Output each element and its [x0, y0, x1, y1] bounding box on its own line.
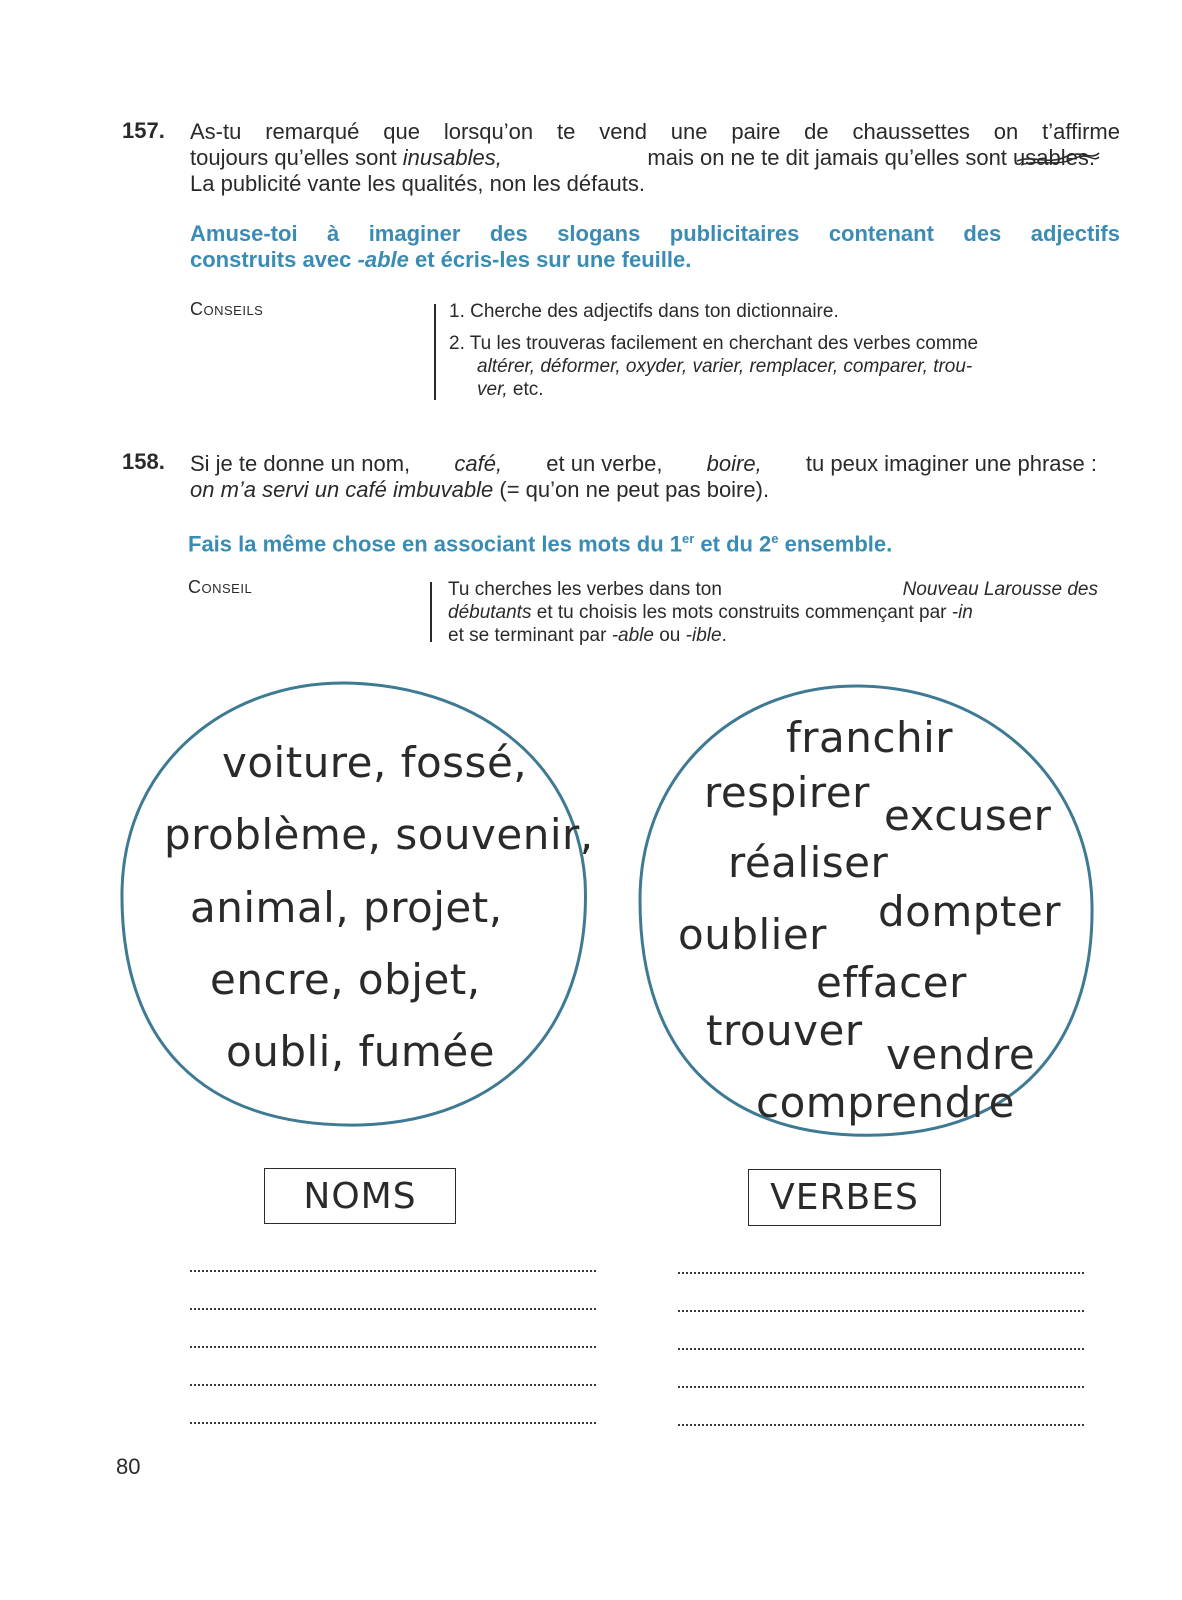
italic-title: Nouveau Larousse des [902, 579, 1098, 600]
verbs-label-box: VERBES [748, 1169, 941, 1226]
text-segment: et tu choisis les mots construits commençant par [531, 602, 952, 623]
text-segment: (= qu’on ne peut pas boire). [493, 477, 770, 502]
advice-label-158: Conseil [188, 577, 253, 597]
text-segment: Tu cherches les verbes dans ton [448, 579, 722, 600]
advice-157-item-1: 1. Cherche des adjectifs dans ton dictionnaire. [449, 301, 839, 322]
answer-line-left-4[interactable] [190, 1384, 596, 1386]
italic-suffix-able: -able [357, 247, 409, 272]
verb-realiser: réaliser [728, 838, 889, 887]
superscript-e: e [771, 531, 779, 546]
answer-line-right-4[interactable] [678, 1386, 1084, 1388]
italic-title: débutants [448, 602, 532, 623]
italic-word-inusables: inusables, [402, 145, 502, 170]
italic-word-cafe: café, [454, 451, 503, 476]
verb-excuser: excuser [884, 791, 1052, 840]
answer-line-right-2[interactable] [678, 1310, 1084, 1312]
answer-line-right-3[interactable] [678, 1348, 1084, 1350]
advice-157-item-2: 2. Tu les trouveras facilement en cherchant des verbes comme [449, 333, 979, 354]
text-segment: et du 2 [694, 531, 772, 557]
italic-word-boire: boire, [706, 451, 762, 476]
answer-line-left-3[interactable] [190, 1346, 596, 1348]
italic-word: ver, [477, 379, 508, 400]
exercise-157-line-1: As-tu remarqué que lorsqu’on te vend une paire de chaussettes on t’affirme [190, 119, 1120, 144]
page-number: 80 [116, 1454, 141, 1479]
answer-line-left-2[interactable] [190, 1308, 596, 1310]
italic-prefix-in: -in [951, 602, 973, 623]
advice-label-157: Conseils [190, 299, 264, 319]
text-segment: etc. [507, 379, 544, 400]
text-segment: ensemble. [778, 531, 893, 557]
italic-example-sentence: on m’a servi un café imbuvable [190, 477, 494, 502]
verb-franchir: franchir [786, 713, 954, 762]
text-segment: toujours qu’elles sont [190, 145, 403, 170]
text-segment: . [1088, 145, 1095, 170]
exercise-157-number: 157. [122, 118, 165, 143]
noun-line-4: encre, objet, [210, 955, 481, 1004]
text-segment: et se terminant par [448, 625, 612, 646]
text-segment: . [721, 625, 727, 646]
text-segment: et écris-les sur une feuille. [415, 247, 692, 272]
struck-word-text: usables [1013, 145, 1089, 170]
text-segment: mais on ne te dit jamais qu’elles sont [647, 145, 1014, 170]
answer-line-left-1[interactable] [190, 1270, 596, 1272]
instruction-line-1: Amuse-toi à imaginer des slogans publicitaires contenant des adjectifs [190, 221, 1120, 246]
answer-line-left-5[interactable] [190, 1422, 596, 1424]
text-segment: Fais la même chose en associant les mots du 1 [188, 531, 682, 557]
verb-respirer: respirer [704, 768, 870, 817]
text-segment: tu peux imaginer une phrase : [805, 451, 1097, 476]
exercise-158-number: 158. [122, 449, 165, 474]
verb-vendre: vendre [886, 1030, 1036, 1079]
advice-157-item-2-cont: altérer, déformer, oxyder, varier, remplacer, comparer, trou- [477, 356, 973, 377]
text-segment: ou [653, 625, 686, 646]
noun-line-3: animal, projet, [190, 883, 503, 932]
exercise-157-line-3: La publicité vante les qualités, non les défauts. [190, 171, 645, 196]
italic-suffix-ible: -ible [685, 625, 722, 646]
text-segment: et un verbe, [546, 451, 663, 476]
noun-line-2: problème, souvenir, [164, 810, 594, 859]
nouns-label-box: NOMS [264, 1168, 456, 1224]
text-segment: Si je te donne un nom, [190, 451, 411, 476]
italic-suffix-able: -able [611, 625, 654, 646]
superscript-er: er [681, 531, 695, 546]
verb-trouver: trouver [706, 1006, 863, 1055]
verb-dompter: dompter [878, 887, 1062, 936]
answer-line-right-1[interactable] [678, 1272, 1084, 1274]
verb-effacer: effacer [816, 958, 967, 1007]
answer-line-right-5[interactable] [678, 1424, 1084, 1426]
noun-line-1: voiture, fossé, [222, 738, 528, 787]
text-segment: construits avec [190, 247, 358, 272]
verb-oublier: oublier [678, 910, 827, 959]
noun-line-5: oubli, fumée [226, 1027, 496, 1076]
verb-comprendre: comprendre [756, 1078, 1016, 1127]
